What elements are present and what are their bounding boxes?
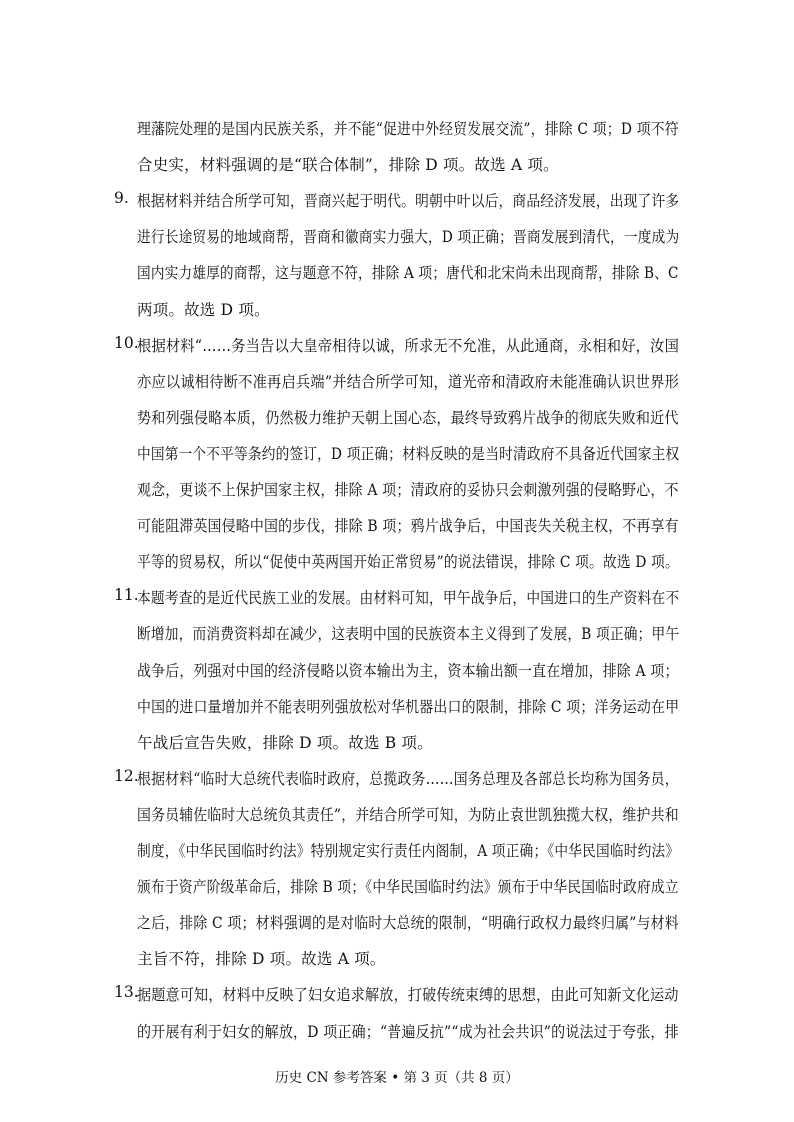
text-line: 平等的贸易权，所以“促使中英两国开始正常贸易”的说法错误，排除 C 项。故选 D 项。 (137, 553, 679, 572)
text-line: 根据材料“临时大总统代表临时政府，总揽政务……国务总理及各部总长均称为国务员， (137, 769, 679, 788)
text-line: 亦应以诚相待断不准再启兵端”并结合所学可知，道光帝和清政府未能准确认识世界形 (137, 372, 680, 391)
text-line: 战争后，列强对中国的经济侵略以资本输出为主，资本输出额一直在增加，排除 A 项； (137, 661, 679, 680)
text-line: 根据材料并结合所学可知，晋商兴起于明代。明朝中叶以后，商品经济发展，出现了许多 (137, 192, 680, 211)
text-line: 势和列强侵略本质，仍然极力维护天朝上国心态，最终导致鸦片战争的彻底失败和近代 (137, 408, 679, 427)
text-line: 据题意可知，材料中反映了妇女追求解放，打破传统束缚的思想，由此可知新文化运动 (137, 986, 679, 1005)
text-line: 中国的进口量增加并不能表明列强放松对华机器出口的限制，排除 C 项；洋务运动在甲 (137, 697, 680, 716)
text-line: 断增加，而消费资料却在减少，这表明中国的民族资本主义得到了发展，B 项正确；甲午 (137, 625, 680, 644)
text-line: 可能阻滞英国侵略中国的步伐，排除 B 项；鸦片战争后，中国丧失关税主权，不再享有 (137, 517, 679, 536)
text-line: 进行长途贸易的地域商帮，晋商和徽商实力强大，D 项正确；晋商发展到清代，一度成为 (137, 228, 680, 247)
text-line: 国务员辅佐临时大总统负其责任”，并结合所学可知，为防止袁世凯独揽大权，维护共和 (137, 805, 679, 824)
item-number: 10. (114, 333, 139, 352)
item-number: 9. (114, 189, 129, 208)
item-number: 13. (114, 983, 139, 1002)
text-line: 国内实力雄厚的商帮，这与题意不符，排除 A 项；唐代和北宋尚未出现商帮，排除 B、C (137, 264, 679, 283)
text-line: 本题考查的是近代民族工业的发展。由材料可知，甲午战争后，中国进口的生产资料在不 (137, 589, 680, 608)
text-line: 制度，《中华民国临时约法》特别规定实行责任内阁制，A 项正确；《中华民国临时约法》 (137, 842, 680, 860)
text-line: 根据材料“……务当告以大皇帝相待以诚，所求无不允准，从此通商，永相和好，汝国 (137, 336, 680, 355)
text-line: 观念，更谈不上保护国家主权，排除 A 项；清政府的妥协只会刺激列强的侵略野心，不 (137, 481, 679, 499)
text-line: 午战后宣告失败，排除 D 项。故选 B 项。 (137, 733, 433, 752)
text-line: 颁布于资产阶级革命后，排除 B 项；《中华民国临时约法》颁布于中华民国临时政府成立 (137, 878, 679, 897)
item-number: 12. (114, 766, 139, 785)
text-line: 的开展有利于妇女的解放，D 项正确；“普遍反抗”“成为社会共识”的说法过于夸张，排 (137, 1022, 679, 1041)
text-line: 理藩院处理的是国内民族关系，并不能“促进中外经贸发展交流”，排除 C 项；D 项不符 (137, 120, 679, 138)
text-line: 主旨不符，排除 D 项。故选 A 项。 (137, 950, 386, 969)
text-line: 合史实，材料强调的是“联合体制”，排除 D 项。故选 A 项。 (137, 156, 559, 175)
text-line: 之后，排除 C 项；材料强调的是对临时大总统的限制，“明确行政权力最终归属”与材料 (137, 914, 679, 933)
text-line: 中国第一个不平等条约的签订，D 项正确；材料反映的是当时清政府不具备近代国家主权 (137, 444, 680, 463)
item-number: 11. (114, 586, 139, 605)
page-footer: 历史 CN 参考答案 • 第 3 页（共 8 页） (275, 1070, 519, 1086)
text-line: 两项。故选 D 项。 (137, 300, 270, 319)
